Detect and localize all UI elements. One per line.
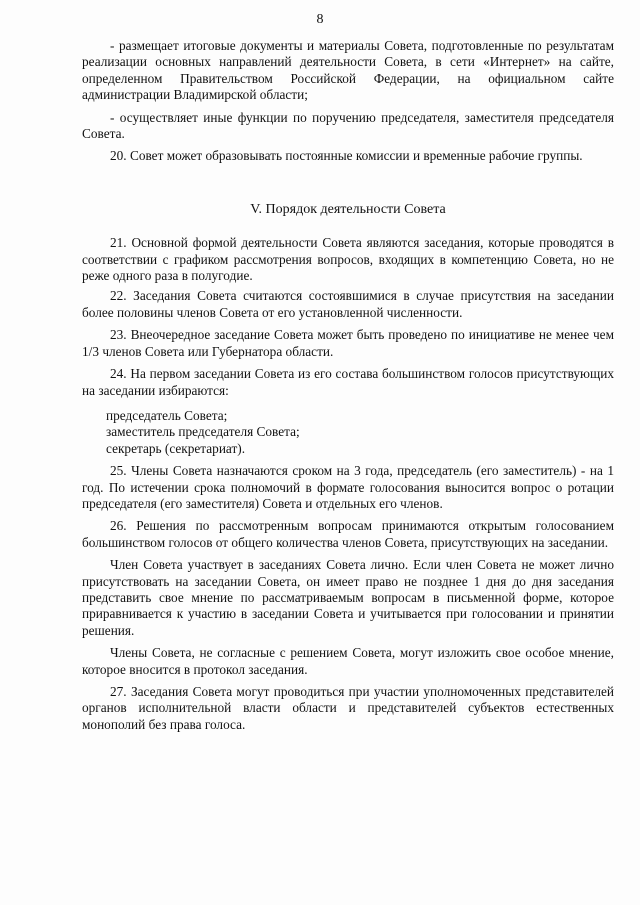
paragraph-personal-participation: Член Совета участвует в заседаниях Совета лично. Если член Совета не может лично присутствовать на заседании Совета, он имеет право не позднее 1 дня до дня заседания представить свое мнение по рассматриваемым вопросам в письменной форме, которое приравнивается к участию в заседании Совета и учитывается при голосовании и принятии решения. xyxy=(82,557,614,638)
document-body xyxy=(82,38,614,733)
elected-list xyxy=(82,408,614,457)
paragraph-26-decisions: 26. Решения по рассмотренным вопросам принимаются открытым голосованием большинством голосов от общего количества членов Совета, присутствующих на заседании. xyxy=(82,518,614,550)
paragraph-publish-documents: - размещает итоговые документы и материалы Совета, подготовленные по результатам реализации основных направлений деятельности Совета, в сети «Интернет» на сайте, определенном Правительством Российской Федерации, на официальном сайте администрации Владимирской области; xyxy=(82,38,614,103)
paragraph-other-functions: - осуществляет иные функции по поручению председателя, заместителя председателя Совета. xyxy=(82,109,614,142)
paragraph-21-meetings: 21. Основной формой деятельности Совета являются заседания, которые проводятся в соответствии с графиком рассмотрения вопросов, входящих в компетенцию Совета, но не реже одного раза в полугодие. xyxy=(82,235,614,284)
paragraph-22-quorum: 22. Заседания Совета считаются состоявшимися в случае присутствия на заседании более половины членов Совета от его установленной численности. xyxy=(82,288,614,320)
paragraph-23-extraordinary: 23. Внеочередное заседание Совета может быть проведено по инициативе не менее чем 1/3 членов Совета или Губернатора области. xyxy=(82,327,614,359)
list-item: председатель Совета; xyxy=(106,407,228,423)
paragraph-25-terms: 25. Члены Совета назначаются сроком на 3 года, председатель (его заместитель) - на 1 год. По истечении срока полномочий в формате голосования выносится вопрос о ротации председателя (его заместителя) Совета и отдельных его членов. xyxy=(82,463,614,511)
paragraph-dissenting-opinion: Члены Совета, не согласные с решением Совета, могут изложить свое особое мнение, которое вносится в протокол заседания. xyxy=(82,645,614,677)
paragraph-24-elections: 24. На первом заседании Совета из его состава большинством голосов присутствующих на заседании избираются: xyxy=(82,366,614,398)
paragraph-20-commissions: 20. Совет может образовывать постоянные комиссии и временные рабочие группы. xyxy=(110,148,583,164)
page-number: 8 xyxy=(316,12,324,27)
list-item: заместитель председателя Совета; xyxy=(106,424,300,440)
section-title: V. Порядок деятельности Совета xyxy=(250,201,446,217)
list-item: секретарь (секретариат). xyxy=(106,440,246,456)
paragraph-27-participants: 27. Заседания Совета могут проводиться при участии уполномоченных представителей органов исполнительной власти области и представителей субъектов естественных монополий без права голоса. xyxy=(82,684,614,732)
